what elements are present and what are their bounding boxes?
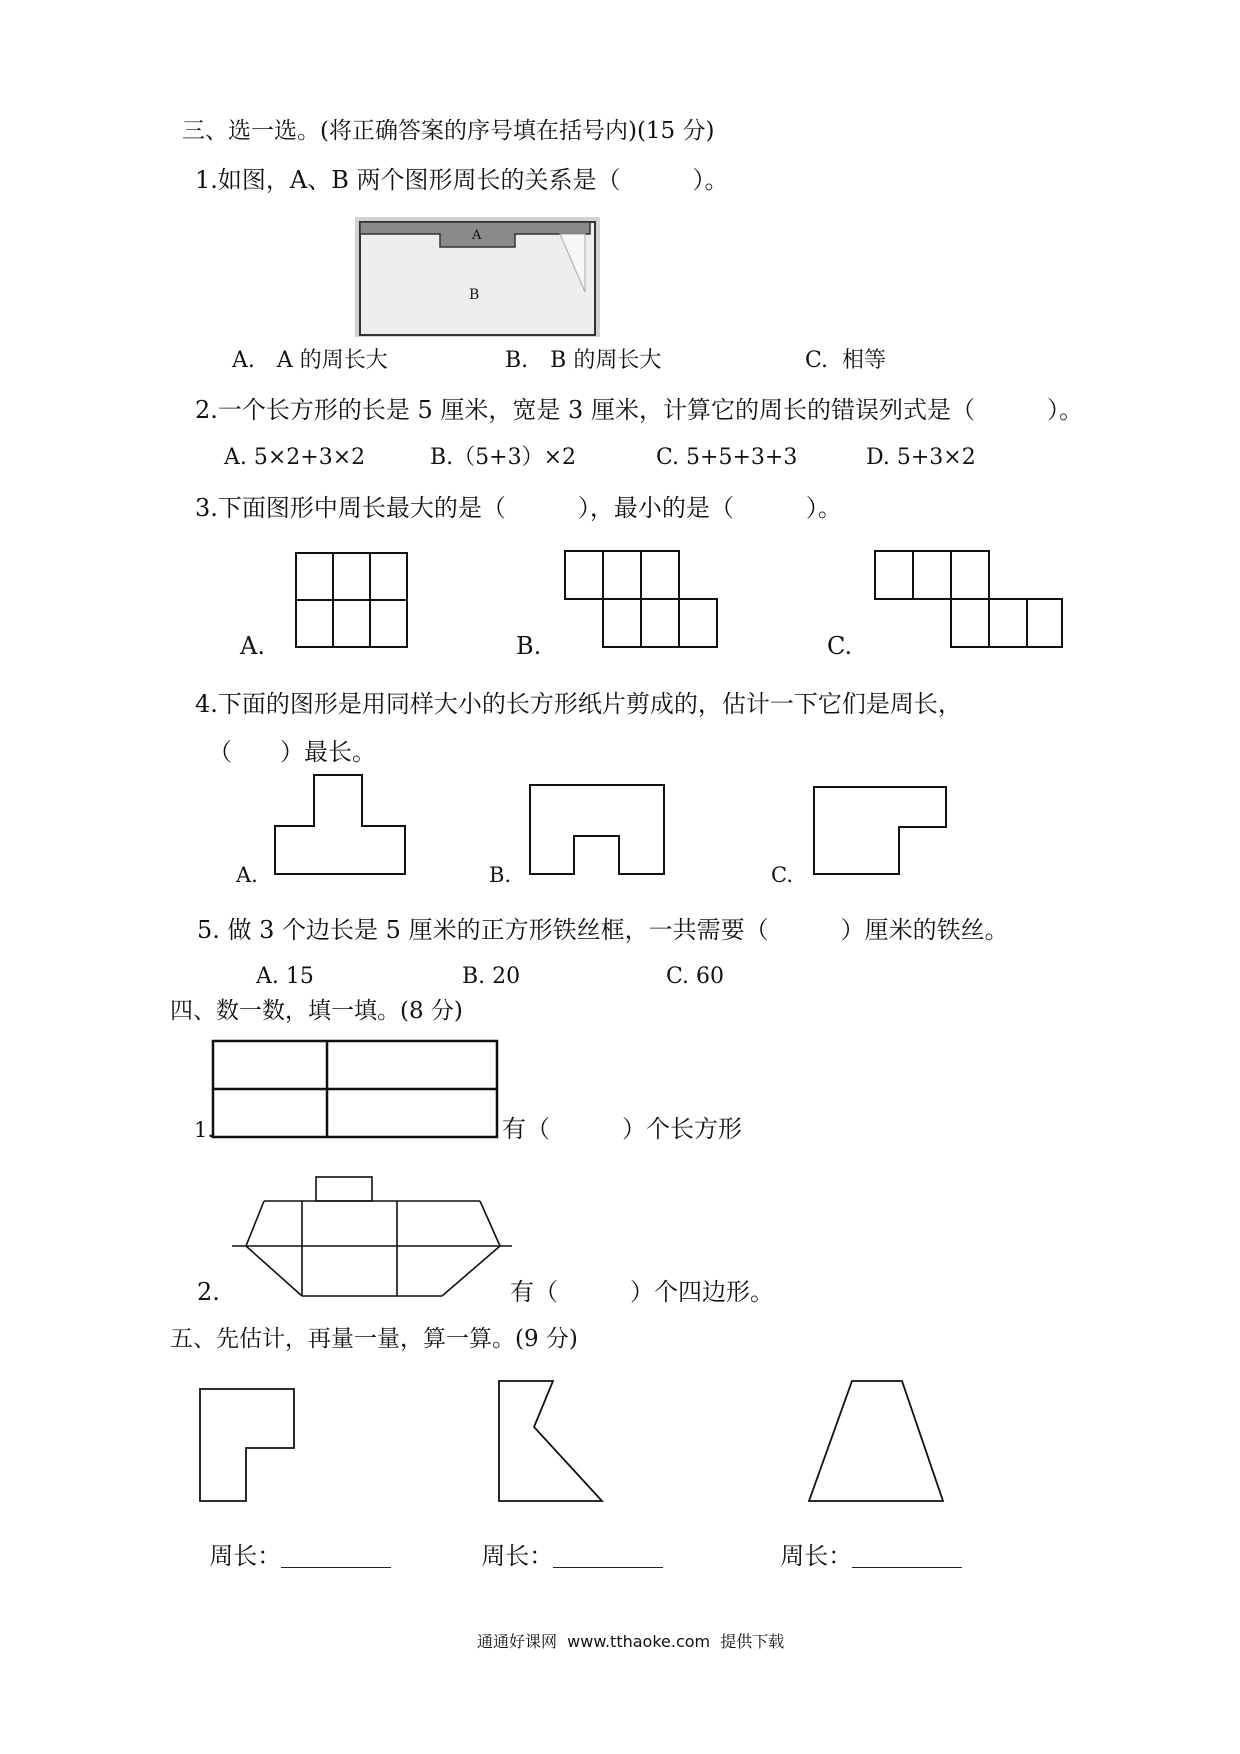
s5-perimeter-label-2: 周长：: [481, 1542, 554, 1570]
s4-q1-number: 1.: [194, 1118, 215, 1142]
q2-option-d: D. 5+3×2: [866, 445, 976, 470]
s4-q1-text: 有（ ）个长方形: [502, 1115, 742, 1143]
s5-figure-trapezoid: [808, 1380, 945, 1503]
q5-stem: 5. 做 3 个边长是 5 厘米的正方形铁丝框，一共需要（ ）厘米的铁丝。: [197, 916, 1009, 944]
s5-perimeter-label-3: 周长：: [780, 1542, 853, 1570]
q4-figure-a: [274, 774, 408, 876]
q4-figure-c: [813, 786, 948, 876]
q5-option-c: C. 60: [666, 964, 725, 989]
q3-label-c: C.: [827, 632, 853, 660]
s4-q2-text: 有（ ）个四边形。: [510, 1278, 774, 1306]
s5-perimeter-label-1: 周长：: [209, 1542, 282, 1570]
section3-title: 三、选一选。(将正确答案的序号填在括号内)(15 分): [182, 118, 715, 144]
s4-q1-figure: [212, 1040, 499, 1140]
q4-figure-b: [529, 784, 666, 876]
q3-stem: 3.下面图形中周长最大的是（ ），最小的是（ ）。: [195, 494, 842, 522]
q4-label-c: C.: [771, 863, 793, 887]
s5-perimeter-1: [194, 1520, 391, 1568]
s4-q2-number: 2.: [197, 1278, 220, 1306]
q1-label-a: A: [472, 228, 482, 243]
q4-label-b: B.: [489, 863, 512, 887]
s5-perimeter-2: [466, 1520, 663, 1568]
q3-figure-c: [874, 550, 1064, 650]
s5-perimeter-blank-1[interactable]: [281, 1547, 391, 1568]
footer-source: 通通好课网 www.tthaoke.com 提供下载: [477, 1632, 785, 1651]
q2-stem: 2.一个长方形的长是 5 厘米，宽是 3 厘米，计算它的周长的错误列式是（ ）。: [195, 396, 1083, 424]
q2-option-c: C. 5+5+3+3: [656, 445, 798, 470]
q5-option-a: A. 15: [256, 964, 314, 989]
q4-stem2: （ ）最长。: [208, 738, 376, 766]
q4-label-a: A.: [236, 863, 258, 887]
s5-perimeter-blank-2[interactable]: [553, 1547, 663, 1568]
q1-option-c: C. 相等: [805, 348, 887, 373]
section5-title: 五、先估计，再量一量，算一算。(9 分): [170, 1326, 578, 1352]
s4-q2-figure: [232, 1176, 512, 1301]
s5-perimeter-blank-3[interactable]: [852, 1547, 962, 1568]
q3-figure-b: [564, 550, 719, 650]
q1-option-a: A. A 的周长大: [232, 348, 388, 373]
q2-option-a: A. 5×2+3×2: [224, 445, 366, 470]
s5-figure-l-shape: [199, 1388, 296, 1503]
q1-option-b: B. B 的周长大: [505, 348, 662, 373]
q3-label-b: B.: [516, 632, 542, 660]
s5-perimeter-3: [765, 1520, 962, 1568]
q3-figure-a: [295, 552, 410, 649]
q1-label-b: B: [469, 287, 480, 303]
q4-stem: 4.下面的图形是用同样大小的长方形纸片剪成的，估计一下它们是周长，: [195, 690, 962, 718]
section4-title: 四、数一数，填一填。(8 分): [170, 998, 463, 1024]
s5-figure-k-shape: [498, 1380, 604, 1503]
q3-label-a: A.: [240, 632, 265, 660]
q2-option-b: B.（5+3）×2: [430, 445, 577, 470]
q1-stem: 1.如图，A、B 两个图形周长的关系是（ ）。: [195, 166, 729, 194]
q5-option-b: B. 20: [462, 964, 521, 989]
